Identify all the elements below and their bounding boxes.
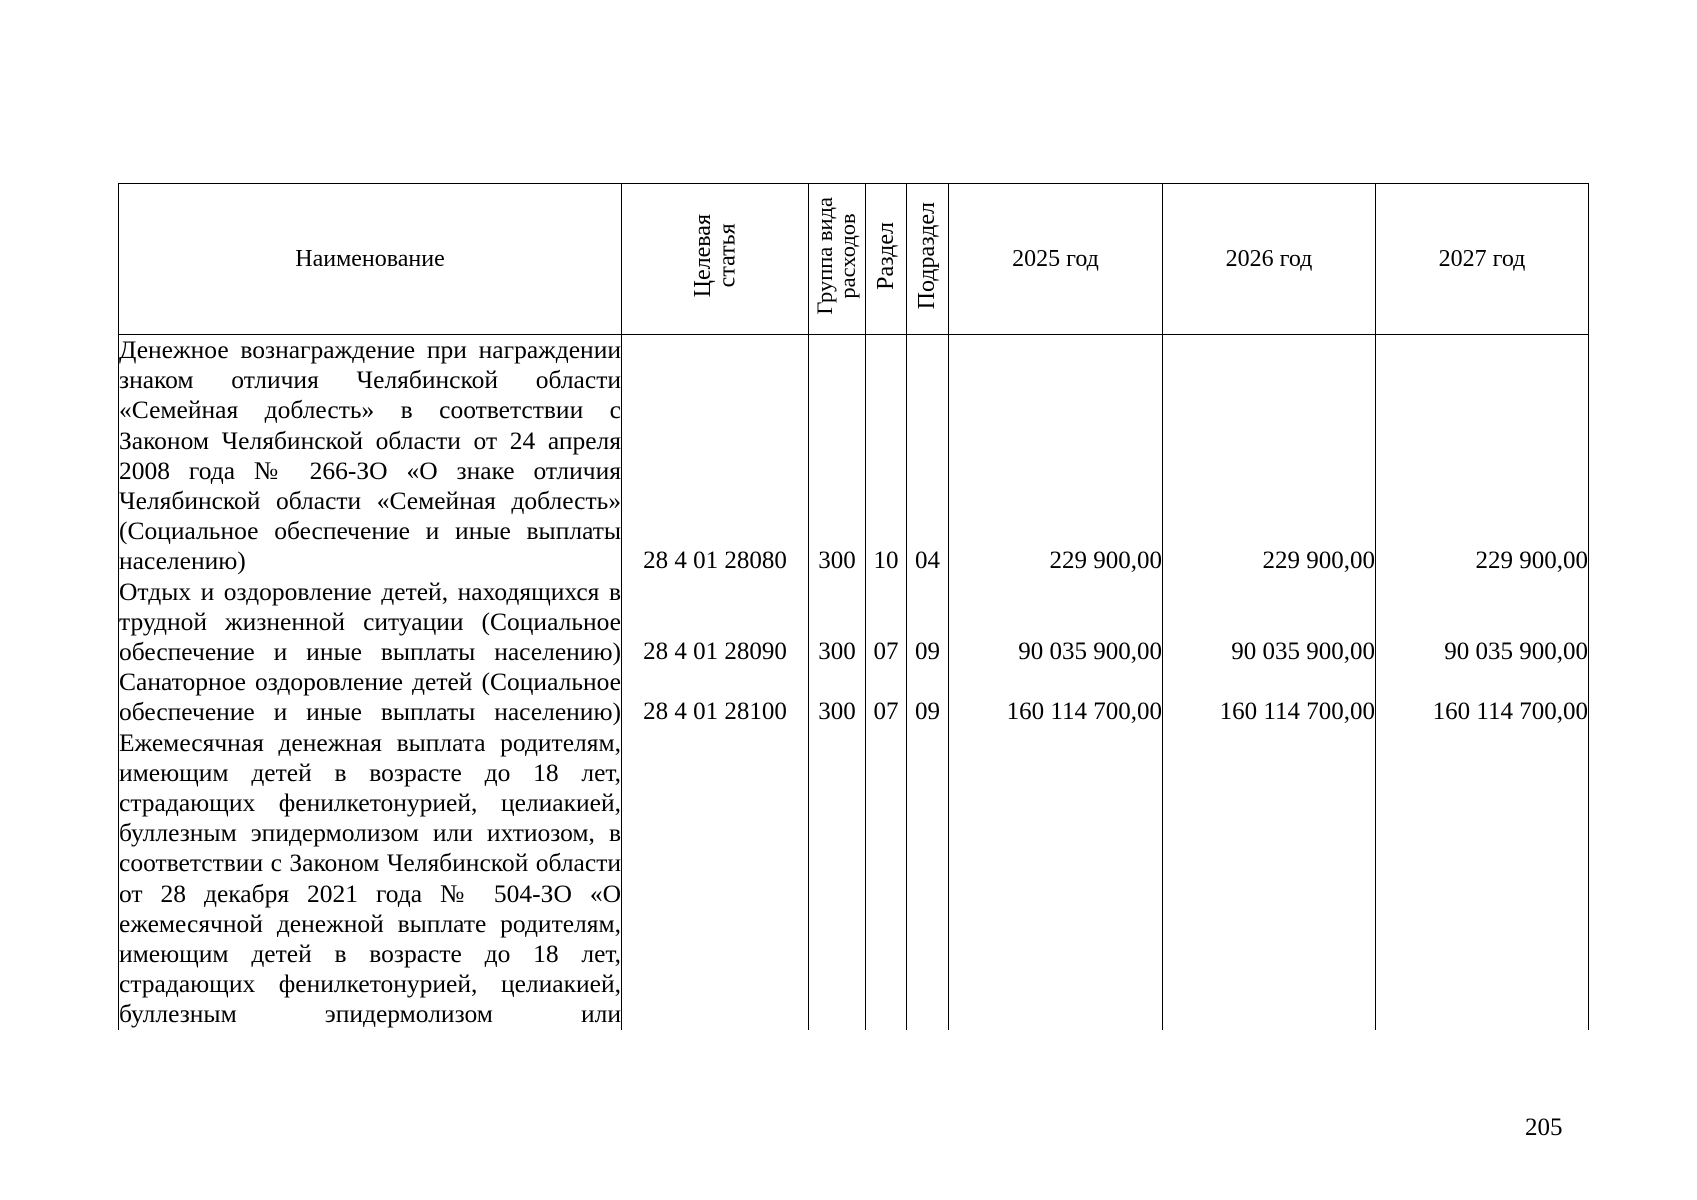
header-2026: [1163, 184, 1376, 335]
header-section: [866, 184, 907, 335]
header-2025: [949, 184, 1163, 335]
header-target-article-line2: статья: [714, 223, 740, 288]
header-subsection: [907, 184, 949, 335]
header-expense-group-line2: расходов: [835, 212, 860, 299]
amount-2025-cell: 229 900,00: [949, 335, 1163, 577]
table-row: [119, 728, 1589, 1030]
amount-2027-cell: 90 035 900,00: [1376, 577, 1589, 668]
table-row: [119, 335, 1589, 577]
target-article-cell: [622, 728, 809, 1030]
amount-2025-cell: 160 114 700,00: [949, 667, 1163, 727]
section-cell: 07: [866, 667, 907, 727]
row-name-text: Ежемесячная денежная выплата родителям, имеющим детей в возрасте до 18 лет, страдающих фенилкетонурией, целиакией, буллезным эпидермолизом или ихтиозом, в соответствии с Законом Челябинской области от 28 декабря 2021 года № 504-ЗО «О ежемесячной денежной выплате родителям, имеющим детей в возрасте до 18 лет, страдающих фенилкетонурией, целиакией, буллезным эпидермолизом или: [119, 727, 621, 1029]
expense-group-cell: 300: [809, 335, 866, 577]
page-number: 205: [1525, 1114, 1563, 1141]
expense-group-cell: 300: [809, 577, 866, 668]
amount-2026-cell: [1163, 728, 1376, 1030]
header-target-article: [622, 184, 809, 335]
amount-2027-cell: [1376, 728, 1589, 1030]
header-2027-label: 2027 год: [1438, 245, 1526, 272]
row-name-text: Отдых и оздоровление детей, находящихся в трудной жизненной ситуации (Социальное обеспечение и иные выплаты населению): [119, 576, 621, 667]
subsection-cell: [907, 728, 949, 1030]
amount-2026-cell: 160 114 700,00: [1163, 667, 1376, 727]
header-section-label: Раздел: [872, 221, 899, 290]
header-2027: [1376, 184, 1589, 335]
subsection-cell: 04: [907, 335, 949, 577]
row-name-cell: [119, 335, 622, 577]
amount-2027-cell: 229 900,00: [1376, 335, 1589, 577]
target-article-cell: 28 4 01 28080: [622, 335, 809, 577]
table-header-row: [119, 184, 1589, 335]
budget-table: [118, 183, 1589, 1030]
row-name-text: Денежное вознаграждение при награждении знаком отличия Челябинской области «Семейная доблесть» в соответствии с Законом Челябинской области от 24 апреля 2008 года № 266-ЗО «О знаке отличия Челябинской области «Семейная доблесть» (Социальное обеспечение и иные выплаты населению): [119, 335, 621, 576]
header-expense-group-line1: Группа вида: [812, 196, 838, 315]
header-expense-group: [809, 184, 866, 335]
amount-2027-cell: 160 114 700,00: [1376, 667, 1589, 727]
header-2025-label: 2025 год: [1012, 245, 1099, 272]
row-name-cell: [119, 667, 622, 727]
table-row: [119, 667, 1589, 727]
header-name: [119, 184, 622, 335]
subsection-cell: 09: [907, 667, 949, 727]
target-article-cell: 28 4 01 28090: [622, 577, 809, 668]
expense-group-cell: [809, 728, 866, 1030]
amount-2025-cell: 90 035 900,00: [949, 577, 1163, 668]
section-cell: 10: [866, 335, 907, 577]
subsection-cell: 09: [907, 577, 949, 668]
header-name-label: Наименование: [295, 245, 445, 272]
amount-2025-cell: [949, 728, 1163, 1030]
header-2026-label: 2026 год: [1225, 245, 1313, 272]
header-target-article-line1: Целевая: [689, 213, 716, 298]
table-row: [119, 577, 1589, 668]
expense-group-cell: 300: [809, 667, 866, 727]
target-article-cell: 28 4 01 28100: [622, 667, 809, 727]
amount-2026-cell: 90 035 900,00: [1163, 577, 1376, 668]
section-cell: 07: [866, 577, 907, 668]
header-expense-group-label: [814, 197, 860, 315]
row-name-text: Санаторное оздоровление детей (Социальное обеспечение и иные выплаты населению): [119, 667, 621, 727]
amount-2026-cell: 229 900,00: [1163, 335, 1376, 577]
header-subsection-label: Подраздел: [914, 201, 941, 310]
header-target-article-label: [691, 214, 740, 297]
row-name-cell: [119, 577, 622, 668]
row-name-cell: [119, 728, 622, 1030]
section-cell: [866, 728, 907, 1030]
